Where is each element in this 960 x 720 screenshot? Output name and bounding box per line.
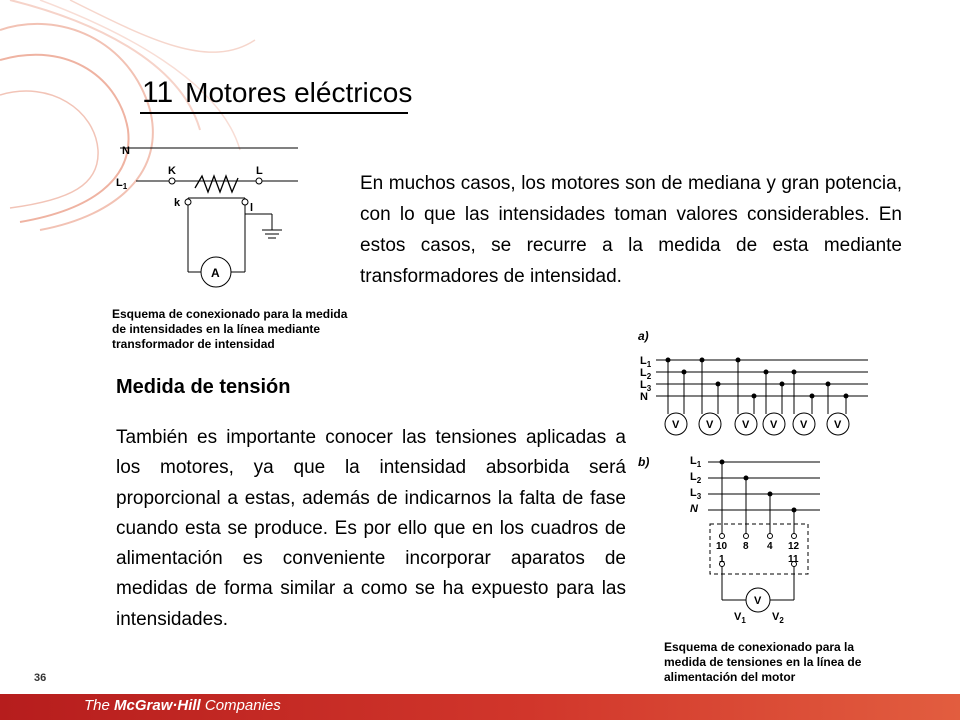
n-label: N — [122, 145, 130, 157]
svg-text:L1: $L_1$ — [116, 177, 128, 191]
line-label: L — [640, 367, 647, 379]
diagram-a-label: a) — [638, 329, 649, 343]
svg-text:L3: $L_3$ — [690, 487, 702, 501]
line-label: L — [690, 471, 697, 483]
voltmeter-label: V — [770, 419, 778, 431]
caption-current-diagram: Esquema de conexionado para la medida de intensidades en la línea mediante transformador de intensidad — [112, 307, 348, 351]
chapter-title: Motores eléctricos — [185, 77, 413, 108]
svg-text:L1: $L_1$ — [640, 355, 652, 369]
voltmeter-label: V — [800, 419, 808, 431]
line-label: L — [690, 455, 697, 467]
voltmeter-label: V — [834, 419, 842, 431]
line-label: N — [690, 503, 698, 515]
svg-text:V1: $V_1$ — [734, 611, 746, 625]
k-lower-label: k — [174, 197, 181, 209]
svg-text:L1: $L_1$ — [690, 455, 702, 469]
l-lower-label: l — [250, 202, 254, 214]
caption-voltage-diagram: Esquema de conexionado para la medida de tensiones en la línea de alimentación del motor — [664, 640, 862, 684]
v1-label: V — [734, 611, 742, 623]
voltmeter-label: V — [672, 419, 680, 431]
terminal-label: 8 — [743, 541, 749, 552]
k-upper-label: K — [168, 165, 176, 177]
line-label: L — [640, 355, 647, 367]
page-title — [142, 76, 412, 110]
diagram-b-label: b) — [638, 455, 650, 469]
current-transformer-diagram — [110, 138, 310, 298]
svg-text:L2: $L_2$ — [640, 367, 652, 381]
line-label: L — [690, 487, 697, 499]
voltage-measurement-diagram — [632, 326, 882, 632]
voltmeter-label: V — [754, 595, 762, 607]
terminal-label: 1 — [719, 554, 725, 565]
terminal-label: 11 — [788, 554, 799, 565]
title-underline — [140, 112, 408, 114]
section-paragraph: También es importante conocer las tensiones aplicadas a los motores, ya que la intensidad absorbida será proporcional a estas, además de indicarnos la falta de fase cuando esta se produce. Es por ello que en los cuadros de alimentación es conveniente incorporar aparatos de medidas de forma similar a como se ha expuesto para las intensidades. — [116, 427, 626, 630]
terminal-label: 10 — [716, 541, 728, 552]
terminal-label: 4 — [767, 541, 773, 552]
page-number: 36 — [34, 672, 47, 684]
chapter-number: 11 — [142, 76, 174, 109]
l1-label: L — [116, 177, 123, 189]
ammeter-label: A — [211, 266, 220, 280]
svg-text:V2: $V_2$ — [772, 611, 784, 625]
svg-text:L2: $L_2$ — [690, 471, 702, 485]
terminal-label: 12 — [788, 541, 800, 552]
brand-logo: The McGraw·Hill Companies — [84, 697, 281, 714]
l-upper-label: L — [256, 165, 263, 177]
voltmeter-label: V — [706, 419, 714, 431]
svg-text:L3: $L_3$ — [640, 379, 652, 393]
line-label: N — [640, 391, 648, 403]
v2-label: V — [772, 611, 780, 623]
voltmeter-label: V — [742, 419, 750, 431]
intro-paragraph: En muchos casos, los motores son de mediana y gran potencia, con lo que las intensidades toman valores considerables. En estos casos, se recurre a la medida de esta mediante transformadores de intensidad. — [360, 173, 902, 287]
line-label: L — [640, 379, 647, 391]
section-heading: Medida de tensión — [116, 376, 291, 398]
